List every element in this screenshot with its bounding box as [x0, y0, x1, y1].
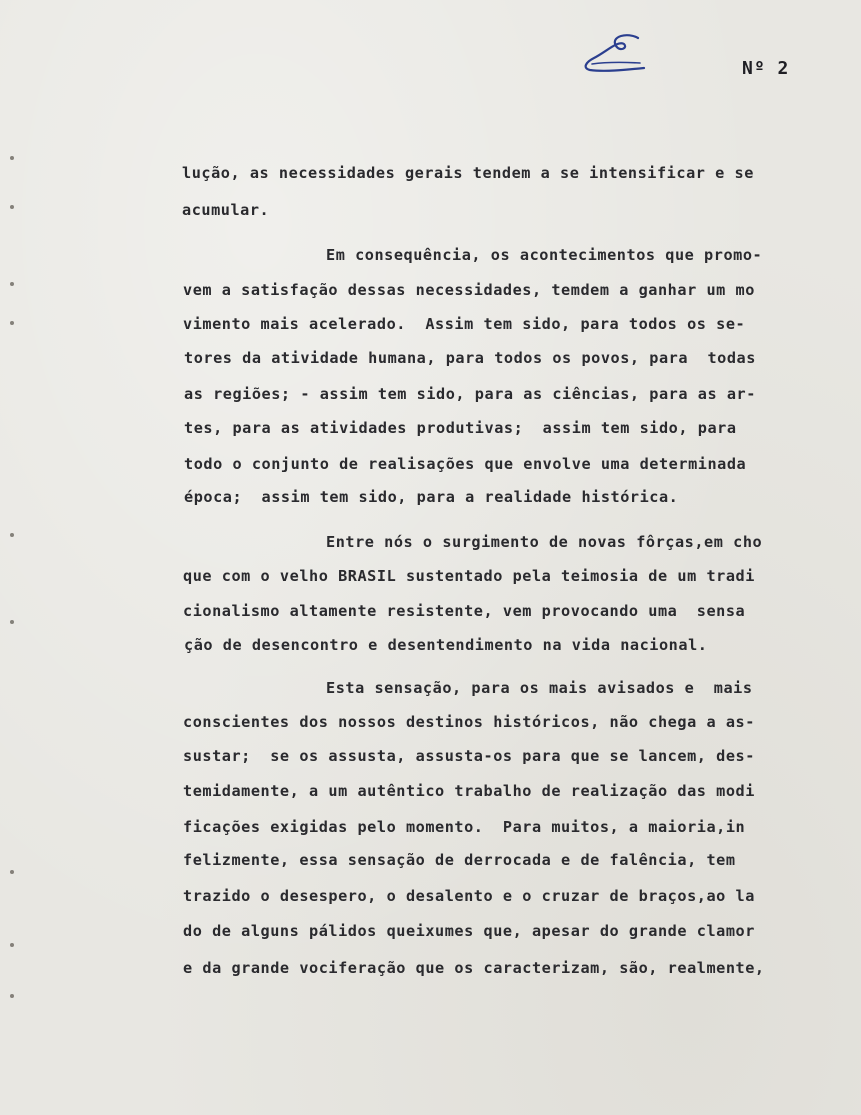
text-line: temidamente, a um autêntico trabalho de realização das modi [183, 782, 755, 800]
text-line: acumular. [182, 201, 270, 219]
binding-hole-mark [10, 620, 14, 624]
binding-hole-mark [10, 205, 14, 209]
text-line: época; assim tem sido, para a realidade histórica. [184, 488, 679, 506]
text-line: do de alguns pálidos queixumes que, apesar do grande clamor [183, 922, 755, 940]
page-number: Nº 2 [742, 58, 790, 79]
binding-hole-mark [10, 282, 14, 286]
text-line: Em consequência, os acontecimentos que promo- [326, 246, 763, 264]
text-line: tes, para as atividades produtivas; assim tem sido, para [184, 419, 737, 437]
text-line: lução, as necessidades gerais tendem a se intensificar e se [182, 164, 754, 182]
binding-hole-mark [10, 943, 14, 947]
text-line: ficações exigidas pelo momento. Para muitos, a maioria,in [183, 818, 746, 836]
text-line: vem a satisfação dessas necessidades, temdem a ganhar um mo [183, 281, 755, 299]
handwritten-initial-mark [580, 32, 652, 74]
binding-hole-mark [10, 870, 14, 874]
text-line: que com o velho BRASIL sustentado pela teimosia de um tradi [183, 567, 755, 585]
binding-hole-mark [10, 156, 14, 160]
text-line: conscientes dos nossos destinos históricos, não chega a as- [183, 713, 755, 731]
text-line: vimento mais acelerado. Assim tem sido, para todos os se- [183, 315, 746, 333]
text-line: e da grande vociferação que os caracterizam, são, realmente, [183, 959, 765, 977]
binding-hole-mark [10, 321, 14, 325]
text-line: cionalismo altamente resistente, vem provocando uma sensa [183, 602, 746, 620]
text-line: ção de desencontro e desentendimento na vida nacional. [184, 636, 708, 654]
text-line: as regiões; - assim tem sido, para as ciências, para as ar- [184, 385, 756, 403]
text-line: felizmente, essa sensação de derrocada e de falência, tem [183, 851, 736, 869]
text-line: sustar; se os assusta, assusta-os para que se lancem, des- [183, 747, 755, 765]
text-line: tores da atividade humana, para todos os povos, para todas [184, 349, 756, 367]
text-line: trazido o desespero, o desalento e o cruzar de braços,ao la [183, 887, 755, 905]
text-line: Esta sensação, para os mais avisados e mais [326, 679, 753, 697]
binding-hole-mark [10, 533, 14, 537]
binding-hole-mark [10, 994, 14, 998]
text-line: todo o conjunto de realisações que envolve uma determinada [184, 455, 747, 473]
text-line: Entre nós o surgimento de novas fôrças,em cho [326, 533, 763, 551]
